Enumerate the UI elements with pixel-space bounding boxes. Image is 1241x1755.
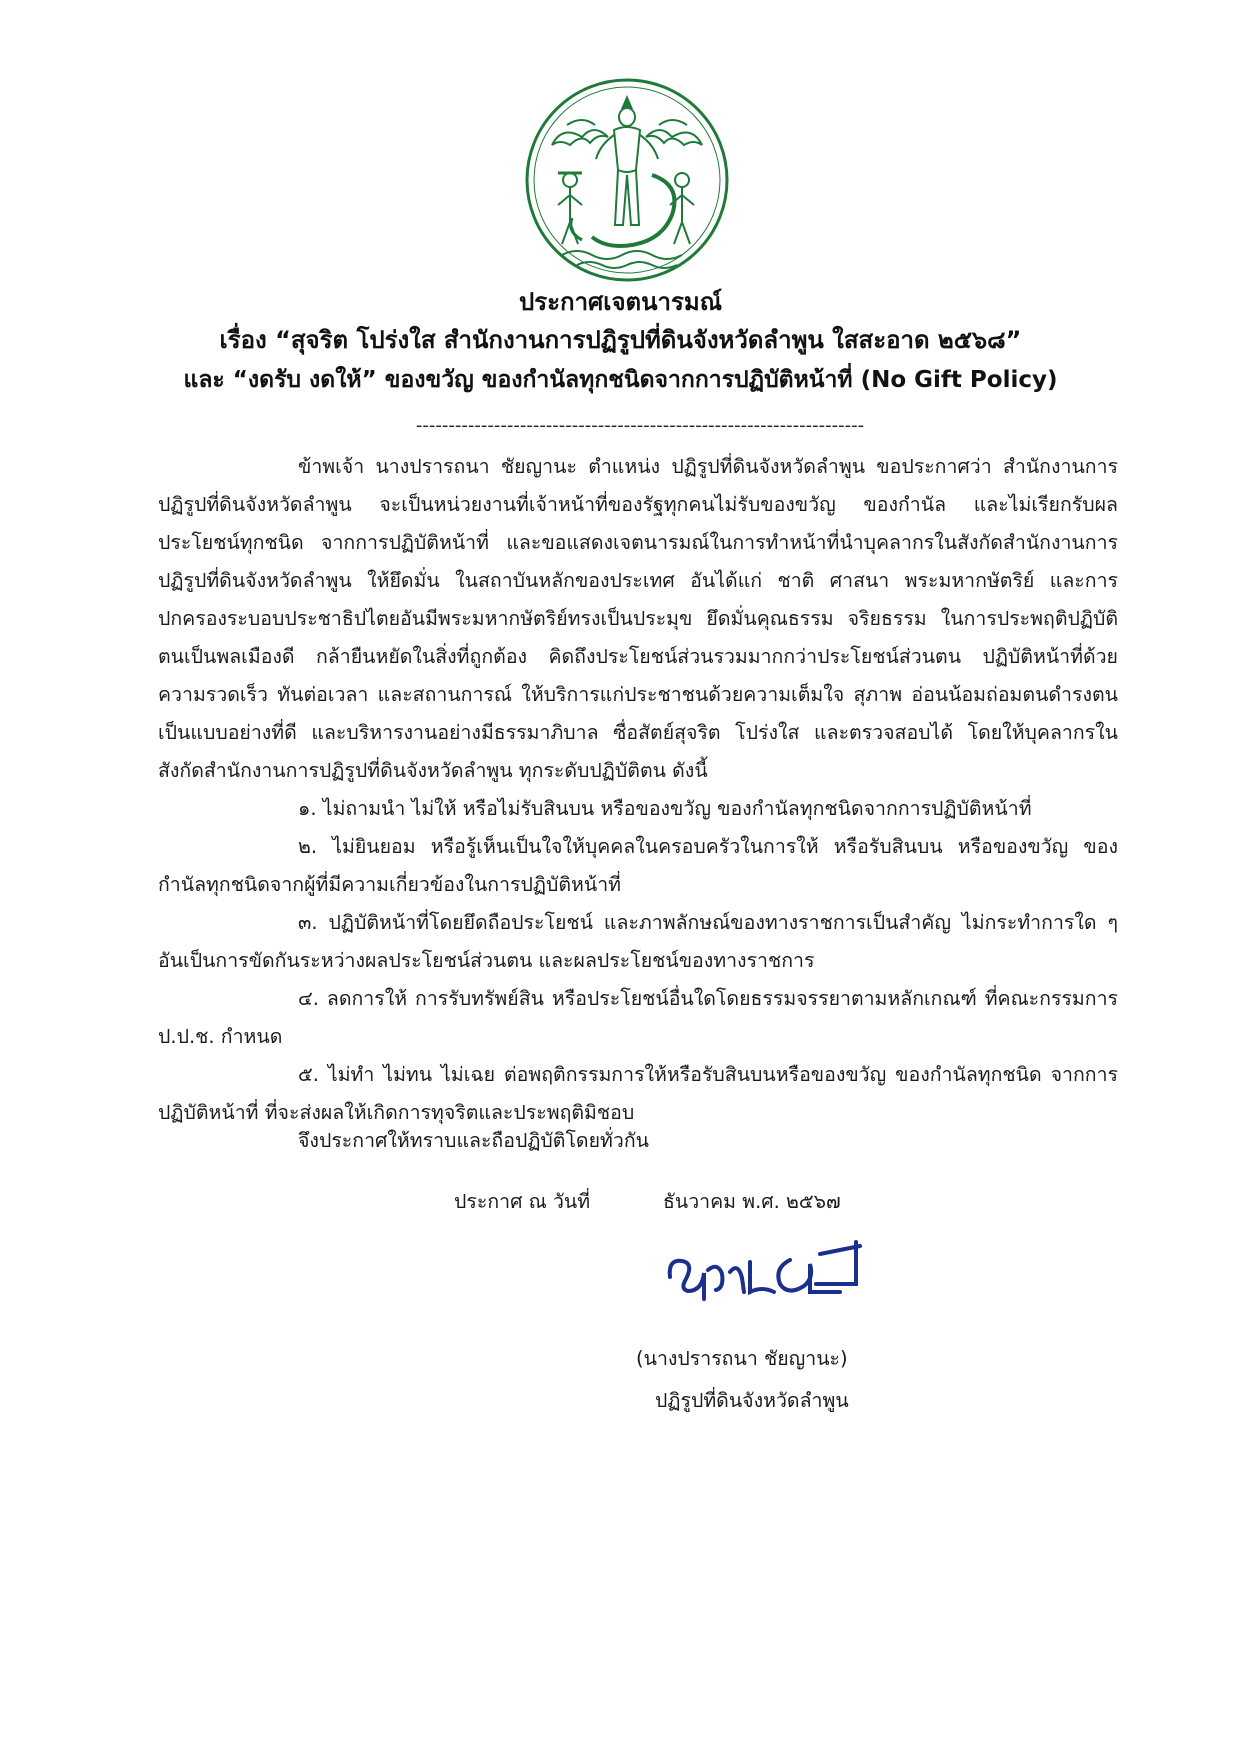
- list-item: ๓. ปฏิบัติหน้าที่โดยยึดถือประโยชน์ และภาพลักษณ์ของทางราชการเป็นสำคัญ ไม่กระทำการใด ๆ อันเป็นการขัดกันระหว่างผลประโยชน์ส่วนตน และผลประโยชน์ของทางราชการ: [158, 911, 1118, 972]
- date-label: ประกาศ ณ วันที่: [454, 1190, 591, 1213]
- signature-icon: [660, 1232, 880, 1312]
- list-item: ๔. ลดการให้ การรับทรัพย์สิน หรือประโยชน์อื่นใดโดยธรรมจรรยาตามหลักเกณฑ์ ที่คณะกรรมการ ป.ป.ช. กำหนด: [158, 987, 1118, 1048]
- signatory-position: ปฏิรูปที่ดินจังหวัดลำพูน: [655, 1389, 849, 1412]
- intro-paragraph: ข้าพเจ้า นางปรารถนา ชัยญานะ ตำแหน่ง ปฏิรูปที่ดินจังหวัดลำพูน ขอประกาศว่า สำนักงานการปฏิรูปที่ดินจังหวัดลำพูน จะเป็นหน่วยงานที่เจ้าหน้าที่ของรัฐทุกคนไม่รับของขวัญ ของกำนัล และไม่เรียกรับผลประโยชน์ทุกชนิด จากการปฏิบัติหน้าที่ และขอแสดงเจตนารมณ์ในการทำหน้าที่นำบุคลากรในสังกัดสำนักงานการปฏิรูปที่ดินจังหวัดลำพูน ให้ยึดมั่น ในสถาบันหลักของประเทศ อันได้แก่ ชาติ ศาสนา พระมหากษัตริย์ และการปกครองระบอบประชาธิปไตยอันมีพระมหากษัตริย์ทรงเป็นประมุข ยึดมั่นคุณธรรม จริยธรรม ในการประพฤติปฏิบัติตนเป็นพลเมืองดี กล้ายืนหยัดในสิ่งที่ถูกต้อง คิดถึงประโยชน์ส่วนรวมมากกว่าประโยชน์ส่วนตน ปฏิบัติหน้าที่ด้วยความรวดเร็ว ทันต่อเวลา และสถานการณ์ ให้บริการแก่ประชาชนด้วยความเต็มใจ สุภาพ อ่อนน้อมถ่อมตนดำรงตนเป็นแบบอย่างที่ดี และบริหารงานอย่างมีธรรมาภิบาล ซื่อสัตย์สุจริต โปร่งใส และตรวจสอบได้ โดยให้บุคลากรในสังกัดสำนักงานการปฏิรูปที่ดินจังหวัดลำพูน ทุกระดับปฏิบัติตน ดังนี้: [158, 455, 1118, 782]
- royal-seal-icon: [522, 75, 732, 285]
- body-text: [158, 448, 1118, 1132]
- title-block: [0, 284, 1241, 400]
- document-title: ประกาศเจตนารมณ์: [519, 288, 722, 316]
- subject-line-2: และ “งดรับ งดให้” ของขวัญ ของกำนัลทุกชนิดจากการปฏิบัติหน้าที่ (No Gift Policy): [183, 367, 1058, 393]
- date-value: ธันวาคม พ.ศ. ๒๕๖๗: [663, 1190, 841, 1213]
- divider: ---------------------------------------------------------------------: [415, 415, 865, 436]
- closing-statement: จึงประกาศให้ทราบและถือปฏิบัติโดยทั่วกัน: [298, 1129, 649, 1152]
- list-item: ๑. ไม่ถามนำ ไม่ให้ หรือไม่รับสินบน หรือของขวัญ ของกำนัลทุกชนิดจากการปฏิบัติหน้าที่: [298, 797, 1032, 820]
- list-item: ๒. ไม่ยินยอม หรือรู้เห็นเป็นใจให้บุคคลในครอบครัวในการให้ หรือรับสินบน หรือของขวัญ ของกำนัลทุกชนิดจากผู้ที่มีความเกี่ยวข้องในการปฏิบัติหน้าที่: [158, 835, 1118, 896]
- list-item: ๕. ไม่ทำ ไม่ทน ไม่เฉย ต่อพฤติกรรมการให้หรือรับสินบนหรือของขวัญ ของกำนัลทุกชนิด จากการปฏิบัติหน้าที่ ที่จะส่งผลให้เกิดการทุจริตและประพฤติมิชอบ: [158, 1063, 1118, 1124]
- signatory-name: (นางปรารถนา ชัยญานะ): [636, 1347, 848, 1370]
- subject-line-1: เรื่อง “สุจริต โปร่งใส สำนักงานการปฏิรูปที่ดินจังหวัดลำพูน ใสสะอาด ๒๕๖๘”: [219, 326, 1022, 354]
